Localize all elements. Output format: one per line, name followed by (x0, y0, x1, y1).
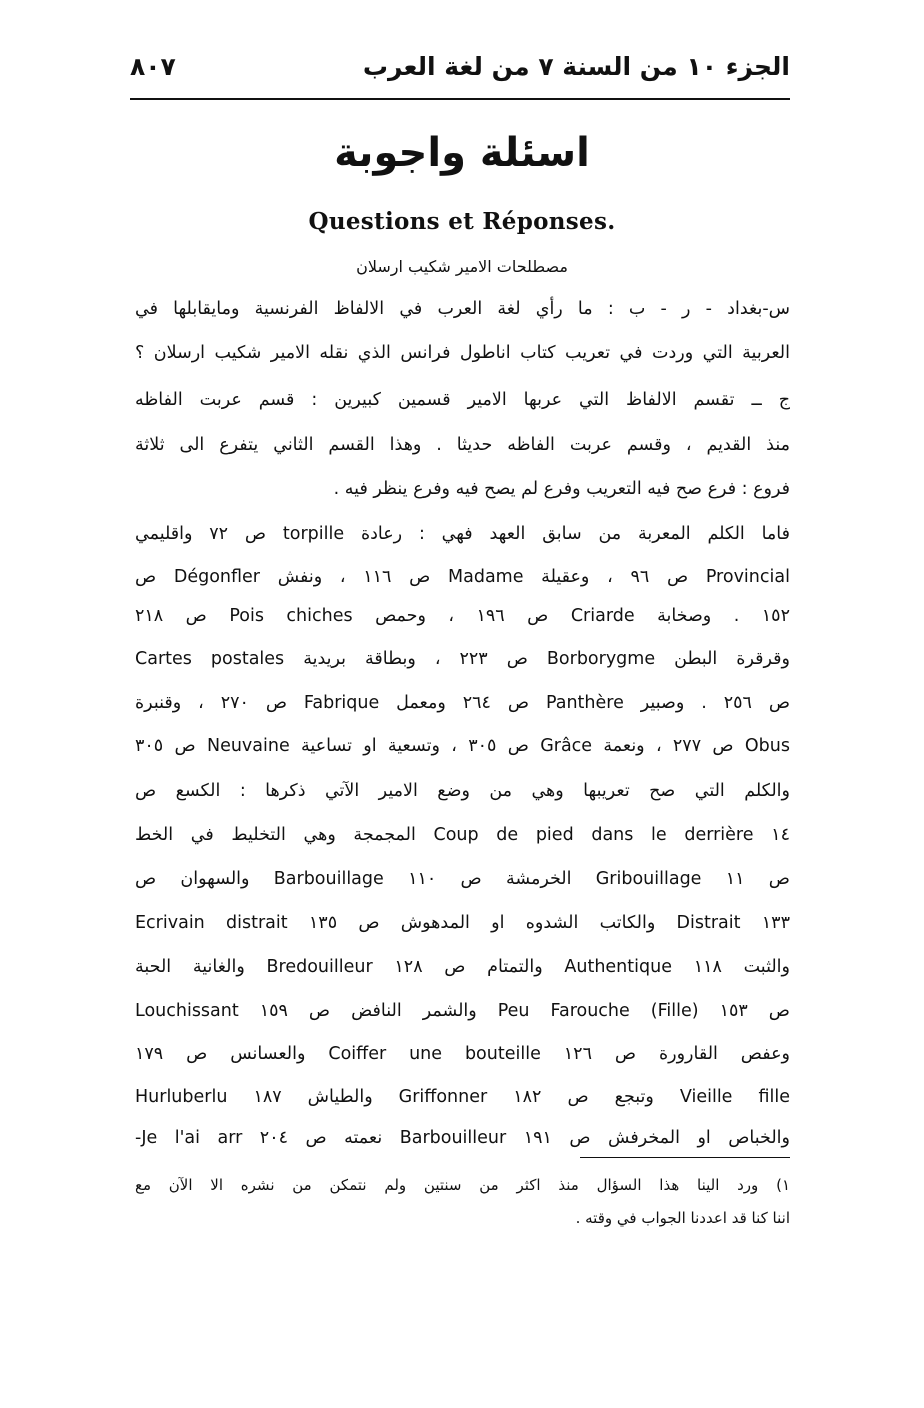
body-line: س-بغداد - ر - ب : ما رأي لغة العرب في الالفاظ الفرنسية ومايقابلها في (135, 299, 790, 319)
body-line: ١٣٣ Distrait والكاتب الشدوه او المدهوش ص ١٣٥ Ecrivain distrait (135, 913, 790, 933)
body-line: Provincial ص ٩٦ ، وعقيلة Madame ص ١١٦ ، ونفش Dégonfler ص (135, 567, 790, 587)
section-title-arabic: اسئلة واجوبة (334, 130, 590, 176)
body-line: ١٤ Coup de pied dans le derrière المجمجة وهي التخليط في الخط (135, 825, 790, 845)
body-line: والخباص او المخرفش ص ١٩١ Barbouilleur نعمته ص ٢٠٤ Je l'ai arr- (135, 1128, 790, 1148)
page-number: ٨٠٧ (130, 52, 176, 81)
body-line: وقرقرة البطن Borborygme ص ٢٢٣ ، وبطاقة بريدية Cartes postales (135, 649, 790, 669)
section-subtitle: مصطلحات الامير شكيب ارسلان (356, 257, 568, 276)
body-line: ص ١٥٣ Peu Farouche (Fille) والشمر النافض ص ١٥٩ Louchissant (135, 1001, 790, 1021)
body-line: Vieille fille وتبجع ص ١٨٢ Griffonner والطياش ١٨٧ Hurluberlu (135, 1087, 790, 1107)
footnote-rule (580, 1157, 790, 1158)
running-header (130, 52, 790, 96)
footnote-line: اننا كنا قد اعددنا الجواب في وقته . (575, 1209, 790, 1227)
header-title: الجزء ١٠ من السنة ٧ من لغة العرب (362, 52, 790, 81)
body-line: منذ القديم ، وقسم عربت الفاظه حديثا . وهذا القسم الثاني يتفرع الى ثلاثة (135, 435, 790, 455)
header-rule (130, 98, 790, 100)
body-line: وعفص القارورة ص ١٢٦ Coiffer une bouteille والعسانس ص ١٧٩ (135, 1044, 790, 1064)
body-line: فروع : فرع صح فيه التعريب وفرع لم يصح فيه وفرع ينظر فيه . (333, 479, 790, 499)
body-line: ١٥٢ . وصخابة Criarde ص ١٩٦ ، وحمص Pois chiches ص ٢١٨ (135, 606, 790, 626)
body-line: Obus ص ٢٧٧ ، ونعمة Grâce ص ٣٠٥ ، وتسعية او تساعية Neuvaine ص ٣٠٥ (135, 736, 790, 756)
section-title-french: Questions et Réponses. (308, 208, 616, 235)
body-line: ص ١١ Gribouillage الخرمشة ص ١١٠ Barbouillage والسهوان ص (135, 869, 790, 889)
footnote-line: ١) ورد الينا هذا السؤال منذ اكثر من سنتين ولم نتمكن من نشره الا الآن مع (135, 1176, 790, 1194)
body-line: ج ــ تقسم الالفاظ التي عربها الامير قسمين كبيرين : قسم عربت الفاظه (135, 390, 790, 410)
body-line: والثبت ١١٨ Authentique والتمتام ص ١٢٨ Bredouilleur والغانية الحبة (135, 957, 790, 977)
body-line: ص ٢٥٦ . وصبير Panthère ص ٢٦٤ ومعمل Fabrique ص ٢٧٠ ، وقنبرة (135, 693, 790, 713)
body-line: فاما الكلم المعربة من سابق العهد فهي : رعادة torpille ص ٧٢ واقليمي (135, 524, 790, 544)
body-line: العربية التي وردت في تعريب كتاب اناطول فرانس الذي نقله الامير شكيب ارسلان ؟ (135, 343, 790, 363)
body-line: والكلم التي صح تعريبها وهي من وضع الامير الآتي ذكرها : الكسع ص (135, 781, 790, 801)
